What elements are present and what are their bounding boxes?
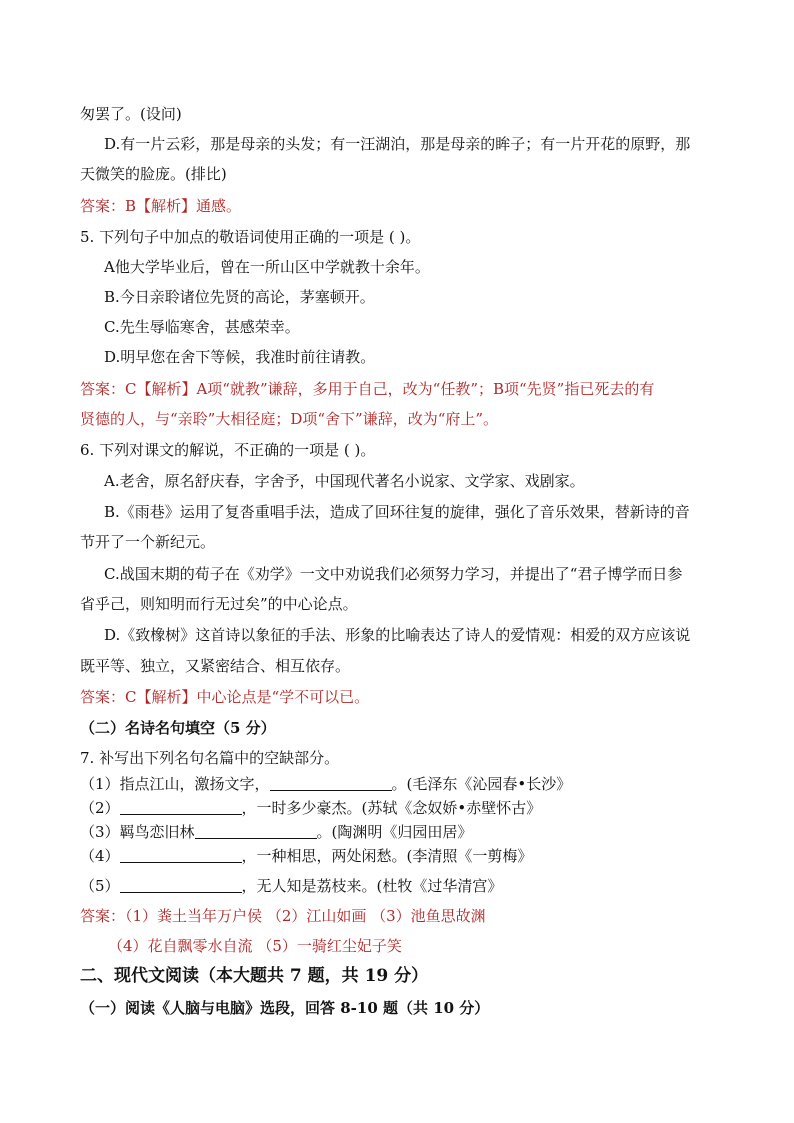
fill-3-prefix: （3）羁鸟恋旧林 <box>80 823 195 841</box>
option-6b-line2: 节开了一个新纪元。 <box>80 533 216 551</box>
option-6b-line1: B.《雨巷》运用了复沓重唱手法，造成了回环往复的旋律，强化了音乐效果，替新诗的音 <box>104 503 690 521</box>
fill-item-1 <box>80 774 571 794</box>
fill-5-prefix: （5） <box>80 877 120 895</box>
option-5c: C.先生辱临寒舍，甚感荣幸。 <box>104 318 300 336</box>
question-5: 5. 下列句子中加点的敬语词使用正确的一项是 ( )。 <box>80 228 421 246</box>
option-6d-line1: D.《致橡树》这首诗以象征的手法、形象的比喻表达了诗人的爱情观：相爱的双方应该说 <box>104 626 691 644</box>
answer-6: 答案：C【解析】中心论点是“学不可以已。 <box>80 688 370 706</box>
fill-blank-3[interactable] <box>195 824 317 839</box>
question-6: 6. 下列对课文的解说，不正确的一项是 ( )。 <box>80 441 376 459</box>
fill-item-3 <box>80 822 472 842</box>
fill-item-2 <box>80 798 541 818</box>
option-d: D.有一片云彩，那是母亲的头发；有一汪湖泊，那是母亲的眸子；有一片开花的原野，那 <box>104 135 691 153</box>
fill-2-suffix: ，一时多少豪杰。(苏轼《念奴娇•赤壁怀古》 <box>241 799 542 817</box>
fill-3-suffix: 。(陶渊明《归园田居》 <box>316 823 473 841</box>
answer-7-line2: （4）花自飘零水自流 （5）一骑红尘妃子笑 <box>108 937 402 955</box>
part-heading-modern-reading: 二、现代文阅读（本大题共 7 题，共 19 分） <box>80 966 429 986</box>
fill-item-4 <box>80 846 532 866</box>
option-5d: D.明早您在舍下等候，我准时前往请教。 <box>104 348 376 366</box>
option-6c-line2: 省乎己，则知明而行无过矣”的中心论点。 <box>80 595 358 613</box>
fill-1-prefix: （1）指点江山，激扬文字， <box>80 775 270 793</box>
fill-4-prefix: （4） <box>80 847 120 865</box>
fill-blank-4[interactable] <box>120 848 242 863</box>
option-6d-line2: 既平等、独立，又紧密结合、相互依存。 <box>80 657 351 675</box>
answer-7-line1: 答案：（1）粪土当年万户侯 （2）江山如画 （3）池鱼思故渊 <box>80 907 486 925</box>
option-5a: A他大学毕业后，曾在一所山区中学就教十余年。 <box>104 258 430 276</box>
fill-2-prefix: （2） <box>80 799 120 817</box>
question-7: 7. 补写出下列名句名篇中的空缺部分。 <box>80 749 340 767</box>
fill-5-suffix: ，无人知是荔枝来。(杜牧《过华清宫》 <box>241 877 503 895</box>
option-6c-line1: C.战国末期的荀子在《劝学》一文中劝说我们必须努力学习，并提出了“君子博学而日参 <box>104 565 683 583</box>
fill-blank-2[interactable] <box>120 800 242 815</box>
fill-1-suffix: 。(毛泽东《沁园春•长沙》 <box>391 775 572 793</box>
answer-5-line2: 贤德的人，与“亲聆”大相径庭；D项“舍下”谦辞，改为“府上”。 <box>80 410 499 428</box>
option-5b: B.今日亲聆诸位先贤的高论，茅塞顿开。 <box>104 288 375 306</box>
answer-5-line1: 答案：C【解析】A项“就教”谦辞，多用于自己，改为“任教”；B项“先贤”指已死去的有 <box>80 380 655 398</box>
fill-blank-5[interactable] <box>120 878 242 893</box>
answer-4: 答案：B【解析】通感。 <box>80 197 242 215</box>
section-heading-reading-1: （一）阅读《人脑与电脑》选段，回答 8-10 题（共 10 分） <box>80 999 490 1017</box>
fill-blank-1[interactable] <box>270 776 392 791</box>
option-6a: A.老舍，原名舒庆春，字舍予，中国现代著名小说家、文学家、戏剧家。 <box>104 472 585 490</box>
text-line: 匆罢了。(设问) <box>80 105 182 123</box>
text-line: 天微笑的脸庞。(排比) <box>80 165 227 183</box>
fill-item-5 <box>80 876 502 896</box>
fill-4-suffix: ，一种相思，两处闲愁。(李清照《一剪梅》 <box>241 847 533 865</box>
section-heading-poems: （二）名诗名句填空（5 分） <box>80 719 276 737</box>
